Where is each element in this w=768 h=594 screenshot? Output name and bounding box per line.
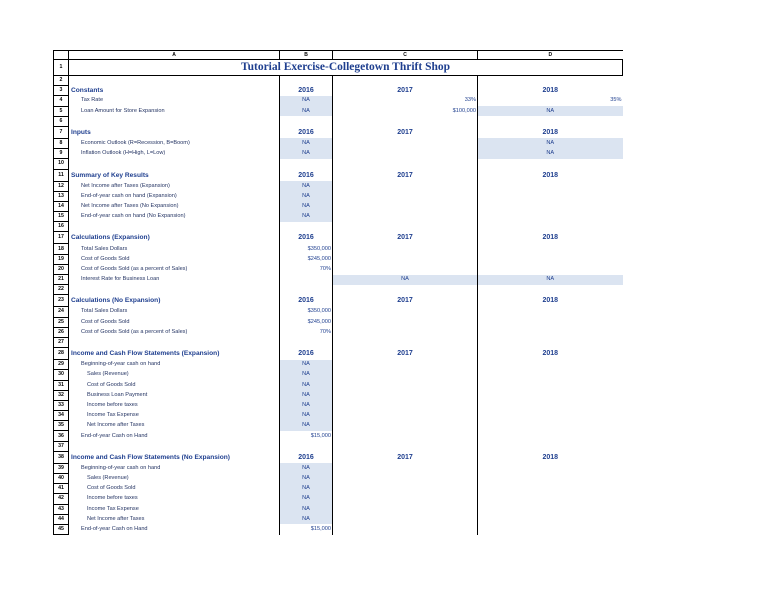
row-number[interactable]: 36 [54, 431, 69, 441]
table-row [54, 201, 768, 211]
cell[interactable] [333, 463, 478, 473]
cell[interactable] [333, 380, 478, 390]
table-row [54, 421, 768, 431]
cell[interactable] [69, 159, 280, 169]
year-header[interactable]: 2018 [542, 87, 559, 95]
section-header-income-expansion[interactable]: Income and Cash Flow Statements (Expansion) [69, 348, 280, 360]
cell[interactable] [69, 285, 280, 295]
cell[interactable] [333, 484, 478, 494]
cell[interactable] [333, 504, 478, 514]
cell[interactable] [478, 307, 623, 317]
row-label[interactable]: Income Tax Expense [69, 411, 280, 421]
cell[interactable] [333, 149, 478, 159]
row-label[interactable]: Total Sales Dollars [69, 244, 280, 254]
table-row [54, 514, 768, 524]
row-number[interactable]: 19 [54, 254, 69, 264]
year-header[interactable]: 2016 [280, 86, 333, 96]
row-number[interactable]: 34 [54, 411, 69, 421]
row-label[interactable]: Interest Rate for Business Loan [69, 275, 280, 285]
cell[interactable]: $350,000 [280, 307, 333, 317]
table-row [54, 159, 768, 169]
cell[interactable]: 70% [280, 264, 333, 274]
cell[interactable] [280, 76, 333, 86]
row-number[interactable]: 5 [54, 106, 69, 116]
cell[interactable]: $245,000 [280, 317, 333, 327]
row-label[interactable]: Beginning-of-year cash on hand [69, 463, 280, 473]
row-label[interactable]: Business Loan Payment [69, 390, 280, 400]
cell[interactable] [478, 201, 623, 211]
spreadsheet-grid [53, 50, 768, 535]
row-number[interactable]: 38 [54, 451, 69, 463]
table-row [54, 348, 768, 360]
row-label[interactable]: Cost of Goods Sold [69, 484, 280, 494]
cell[interactable]: NA [280, 390, 333, 400]
table-row [54, 360, 768, 370]
cell[interactable] [478, 360, 623, 370]
year-header[interactable]: 2017 [333, 348, 478, 360]
cell[interactable]: NA [478, 138, 623, 148]
cell[interactable] [333, 264, 478, 274]
cell[interactable]: NA [280, 191, 333, 201]
cell[interactable]: NA [280, 201, 333, 211]
cell[interactable]: NA [280, 411, 333, 421]
cell[interactable] [280, 116, 333, 126]
section-header-calc-expansion[interactable]: Calculations (Expansion) [69, 232, 280, 244]
table-row [54, 504, 768, 514]
row-number[interactable]: 41 [54, 484, 69, 494]
row-label[interactable]: Cost of Goods Sold (as a percent of Sales) [69, 327, 280, 337]
cell[interactable]: 35% [610, 97, 622, 104]
year-header[interactable]: 2016 [280, 169, 333, 181]
cell[interactable] [333, 441, 478, 451]
cell[interactable]: NA [280, 504, 333, 514]
year-header[interactable]: 2017 [333, 86, 478, 96]
cell[interactable] [333, 317, 478, 327]
row-number[interactable]: 7 [54, 126, 69, 138]
year-header[interactable]: 2018 [542, 234, 559, 242]
column-header-row [54, 51, 768, 60]
cell[interactable] [280, 441, 333, 451]
cell[interactable] [333, 138, 478, 148]
spreadsheet [53, 50, 767, 535]
cell[interactable]: NA [280, 400, 333, 410]
year-header[interactable]: 2017 [333, 232, 478, 244]
row-label[interactable]: Tax Rate [69, 96, 280, 106]
year-header[interactable]: 2018 [542, 350, 559, 358]
cell[interactable] [478, 244, 623, 254]
cell[interactable]: NA [280, 380, 333, 390]
cell[interactable] [478, 494, 623, 504]
cell[interactable] [69, 76, 280, 86]
cell[interactable]: NA [280, 474, 333, 484]
cell[interactable]: NA [333, 275, 478, 285]
cell[interactable] [478, 400, 623, 410]
cell[interactable] [478, 441, 623, 451]
year-header[interactable]: 2017 [333, 451, 478, 463]
cell[interactable] [333, 116, 478, 126]
cell[interactable]: 70% [280, 327, 333, 337]
row-number[interactable]: 43 [54, 504, 69, 514]
cell[interactable] [478, 514, 623, 524]
cell[interactable] [69, 222, 280, 232]
row-label[interactable]: Beginning-of-year cash on hand [69, 360, 280, 370]
cell[interactable] [333, 474, 478, 484]
cell[interactable]: 33% [333, 96, 478, 106]
row-number[interactable]: 21 [54, 275, 69, 285]
row-number[interactable]: 16 [54, 222, 69, 232]
cell[interactable] [333, 390, 478, 400]
row-number[interactable]: 29 [54, 360, 69, 370]
cell[interactable] [478, 254, 623, 264]
cell[interactable] [478, 474, 623, 484]
row-number[interactable]: 15 [54, 212, 69, 222]
column-header-d[interactable]: D [478, 51, 623, 60]
cell[interactable] [478, 463, 623, 473]
row-label[interactable]: Cost of Goods Sold [69, 254, 280, 264]
section-header-calc-no-expansion[interactable]: Calculations (No Expansion) [69, 295, 280, 307]
year-header[interactable]: 2017 [333, 295, 478, 307]
cell[interactable] [333, 76, 478, 86]
cell[interactable] [333, 307, 478, 317]
cell[interactable] [333, 494, 478, 504]
row-number[interactable]: 37 [54, 441, 69, 451]
cell[interactable]: NA [280, 360, 333, 370]
cell[interactable]: NA [280, 181, 333, 191]
cell[interactable]: NA [280, 421, 333, 431]
year-header[interactable]: 2018 [542, 453, 559, 461]
row-label[interactable]: Cost of Goods Sold [69, 317, 280, 327]
cell[interactable]: NA [280, 149, 333, 159]
row-number[interactable]: 1 [54, 60, 69, 76]
cell[interactable] [333, 191, 478, 201]
row-label[interactable]: Net Income after Taxes [69, 514, 280, 524]
row-label[interactable]: Income Tax Expense [69, 504, 280, 514]
row-number[interactable]: 20 [54, 264, 69, 274]
table-row [54, 370, 768, 380]
cell[interactable] [478, 116, 623, 126]
table-row [54, 380, 768, 390]
table-row [54, 484, 768, 494]
cell[interactable]: NA [280, 96, 333, 106]
table-row [54, 232, 768, 244]
row-number[interactable]: 28 [54, 348, 69, 360]
table-row [54, 441, 768, 451]
year-header[interactable]: 2018 [542, 128, 559, 136]
table-row [54, 295, 768, 307]
table-row [54, 275, 768, 285]
year-header[interactable]: 2016 [280, 295, 333, 307]
row-number[interactable]: 24 [54, 307, 69, 317]
row-number[interactable]: 18 [54, 244, 69, 254]
cell[interactable] [333, 222, 478, 232]
row-label[interactable]: Cost of Goods Sold [69, 380, 280, 390]
row-number[interactable]: 32 [54, 390, 69, 400]
table-row [54, 254, 768, 264]
year-header[interactable]: 2016 [280, 451, 333, 463]
cell[interactable] [333, 254, 478, 264]
cell[interactable] [333, 514, 478, 524]
cell[interactable] [333, 159, 478, 169]
cell[interactable] [280, 337, 333, 347]
row-label[interactable]: End-of-year Cash on Hand [69, 524, 280, 534]
cell[interactable]: $245,000 [280, 254, 333, 264]
cell[interactable] [478, 327, 623, 337]
table-row [54, 116, 768, 126]
row-number[interactable]: 44 [54, 514, 69, 524]
row-number[interactable]: 31 [54, 380, 69, 390]
cell[interactable] [478, 524, 623, 534]
row-number[interactable]: 13 [54, 191, 69, 201]
row-number[interactable]: 3 [54, 86, 69, 96]
section-header-summary[interactable]: Summary of Key Results [69, 169, 280, 181]
cell[interactable]: NA [280, 463, 333, 473]
cell[interactable] [333, 212, 478, 222]
row-number[interactable]: 9 [54, 149, 69, 159]
cell[interactable] [333, 431, 478, 441]
cell[interactable] [478, 411, 623, 421]
cell[interactable] [478, 76, 623, 86]
cell[interactable] [478, 264, 623, 274]
year-header[interactable]: 2016 [280, 348, 333, 360]
year-header[interactable]: 2017 [333, 126, 478, 138]
cell[interactable] [478, 337, 623, 347]
cell[interactable]: NA [280, 494, 333, 504]
cell[interactable] [333, 524, 478, 534]
row-number[interactable]: 25 [54, 317, 69, 327]
cell[interactable] [280, 222, 333, 232]
row-label[interactable]: Income before taxes [69, 400, 280, 410]
cell[interactable] [478, 484, 623, 494]
cell[interactable] [333, 244, 478, 254]
sheet-title[interactable]: Tutorial Exercise-Collegetown Thrift Shop [69, 60, 623, 76]
table-row [54, 106, 768, 116]
cell[interactable]: NA [280, 514, 333, 524]
table-row [54, 400, 768, 410]
cell[interactable] [333, 285, 478, 295]
table-row [54, 244, 768, 254]
row-number[interactable]: 35 [54, 421, 69, 431]
section-header-income-no-expansion[interactable]: Income and Cash Flow Statements (No Expansion) [69, 451, 280, 463]
table-row [54, 524, 768, 534]
row-number[interactable]: 12 [54, 181, 69, 191]
cell[interactable] [478, 222, 623, 232]
cell[interactable] [333, 421, 478, 431]
row-number[interactable]: 30 [54, 370, 69, 380]
table-row [54, 285, 768, 295]
table-row [54, 390, 768, 400]
table-row [54, 264, 768, 274]
year-header[interactable]: 2017 [333, 169, 478, 181]
table-row [54, 96, 768, 106]
cell[interactable] [478, 421, 623, 431]
cell[interactable] [478, 159, 623, 169]
cell[interactable]: $350,000 [280, 244, 333, 254]
row-number[interactable]: 33 [54, 400, 69, 410]
corner-cell[interactable] [54, 51, 69, 60]
row-label[interactable]: Income before taxes [69, 494, 280, 504]
cell[interactable]: NA [478, 106, 623, 116]
table-row [54, 76, 768, 86]
row-number[interactable]: 17 [54, 232, 69, 244]
cell[interactable] [478, 504, 623, 514]
row-number[interactable]: 40 [54, 474, 69, 484]
table-row [54, 327, 768, 337]
cell[interactable]: NA [280, 212, 333, 222]
cell[interactable]: NA [280, 106, 333, 116]
cell[interactable]: $100,000 [333, 106, 478, 116]
row-label[interactable]: Net Income after Taxes [69, 421, 280, 431]
cell[interactable] [333, 201, 478, 211]
table-row [54, 181, 768, 191]
table-row [54, 138, 768, 148]
year-header[interactable]: 2016 [280, 232, 333, 244]
table-row [54, 126, 768, 138]
cell[interactable] [69, 337, 280, 347]
year-header[interactable]: 2016 [280, 126, 333, 138]
column-header-b[interactable]: B [280, 51, 333, 60]
cell[interactable]: NA [280, 138, 333, 148]
row-number[interactable]: 23 [54, 295, 69, 307]
table-row [54, 474, 768, 484]
table-row [54, 494, 768, 504]
section-header-constants[interactable]: Constants [69, 86, 280, 96]
cell[interactable] [478, 390, 623, 400]
cell[interactable] [478, 317, 623, 327]
table-row [54, 451, 768, 463]
cell[interactable]: $15,000 [280, 524, 333, 534]
section-header-inputs[interactable]: Inputs [69, 126, 280, 138]
cell[interactable] [333, 370, 478, 380]
cell[interactable] [478, 285, 623, 295]
row-label[interactable]: Cost of Goods Sold (as a percent of Sales) [69, 264, 280, 274]
row-label[interactable]: End-of-year cash on hand (Expansion) [69, 191, 280, 201]
row-label[interactable]: End-of-year cash on hand (No Expansion) [69, 212, 280, 222]
table-row [54, 411, 768, 421]
row-number[interactable]: 4 [54, 96, 69, 106]
column-header-a[interactable]: A [69, 51, 280, 60]
row-number[interactable]: 22 [54, 285, 69, 295]
table-row [54, 463, 768, 473]
cell[interactable]: NA [280, 484, 333, 494]
cell[interactable] [69, 441, 280, 451]
cell[interactable] [478, 191, 623, 201]
cell[interactable] [478, 212, 623, 222]
cell[interactable]: NA [478, 275, 623, 285]
cell[interactable]: $15,000 [280, 431, 333, 441]
cell[interactable] [280, 275, 333, 285]
row-label[interactable]: End-of-year Cash on Hand [69, 431, 280, 441]
row-number[interactable]: 2 [54, 76, 69, 86]
cell[interactable]: NA [478, 149, 623, 159]
cell[interactable] [478, 431, 623, 441]
table-row [54, 212, 768, 222]
table-row [54, 86, 768, 96]
row-number[interactable]: 45 [54, 524, 69, 534]
row-label[interactable]: Net Income after Taxes (Expansion) [69, 181, 280, 191]
cell[interactable] [69, 116, 280, 126]
cell[interactable] [280, 159, 333, 169]
row-number[interactable]: 11 [54, 169, 69, 181]
row-label[interactable]: Loan Amount for Store Expansion [69, 106, 280, 116]
cell[interactable] [478, 181, 623, 191]
cell[interactable] [333, 411, 478, 421]
row-label[interactable]: Sales (Revenue) [69, 370, 280, 380]
row-number[interactable]: 14 [54, 201, 69, 211]
row-label[interactable]: Net Income after Taxes (No Expansion) [69, 201, 280, 211]
row-number[interactable]: 8 [54, 138, 69, 148]
cell[interactable] [478, 370, 623, 380]
row-number[interactable]: 6 [54, 116, 69, 126]
cell[interactable] [333, 181, 478, 191]
table-row [54, 149, 768, 159]
table-row [54, 169, 768, 181]
row-label[interactable]: Inflation Outlook (H=High, L=Low) [69, 149, 280, 159]
year-header[interactable]: 2018 [542, 171, 559, 179]
table-row [54, 431, 768, 441]
table-row [54, 337, 768, 347]
cell[interactable] [333, 337, 478, 347]
table-row [54, 222, 768, 232]
row-label[interactable]: Economic Outlook (R=Recession, B=Boom) [69, 138, 280, 148]
year-header[interactable]: 2018 [542, 297, 559, 305]
table-row [54, 191, 768, 201]
cell[interactable] [333, 400, 478, 410]
row-number[interactable]: 27 [54, 337, 69, 347]
column-header-c[interactable]: C [333, 51, 478, 60]
row-label[interactable]: Total Sales Dollars [69, 307, 280, 317]
cell[interactable] [280, 285, 333, 295]
table-row [54, 307, 768, 317]
row-number[interactable]: 39 [54, 463, 69, 473]
cell[interactable] [333, 360, 478, 370]
table-row [54, 60, 768, 76]
row-number[interactable]: 42 [54, 494, 69, 504]
cell[interactable]: NA [280, 370, 333, 380]
row-label[interactable]: Sales (Revenue) [69, 474, 280, 484]
row-number[interactable]: 10 [54, 159, 69, 169]
row-number[interactable]: 26 [54, 327, 69, 337]
cell[interactable] [333, 327, 478, 337]
cell[interactable] [478, 380, 623, 390]
table-row [54, 317, 768, 327]
